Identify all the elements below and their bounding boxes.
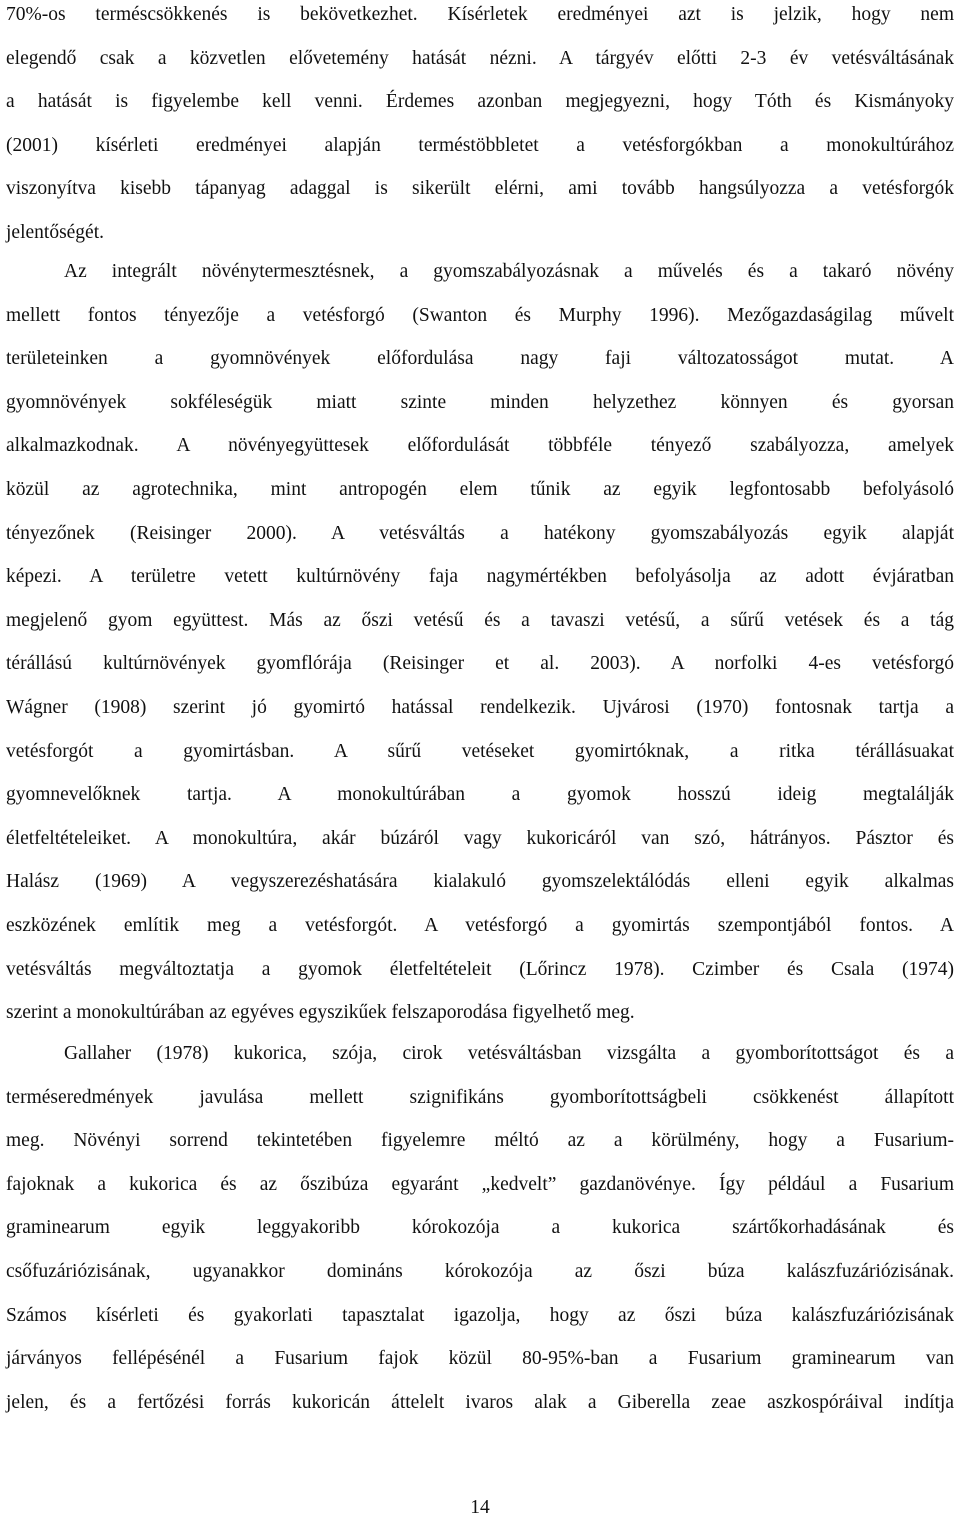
text-line: meg. Növényi sorrend tekintetében figyelemre méltó az a körülmény, hogy a Fusarium-: [6, 1130, 954, 1152]
text-line: Számos kísérleti és gyakorlati tapasztalat igazolja, hogy az őszi búza kalászfuzáriózisának: [6, 1304, 954, 1326]
paragraph-3: [6, 1032, 954, 1424]
text-line: Wágner (1908) szerint jó gyomirtó hatással rendelkezik. Ujvárosi (1970) fontosnak tartja a: [6, 696, 954, 718]
text-line: megjelenő gyom együttest. Más az őszi vetésű és a tavaszi vetésű, a sűrű vetések és a tág: [6, 609, 954, 631]
text-line: mellett fontos tényezője a vetésforgó (Swanton és Murphy 1996). Mezőgazdaságilag művelt: [6, 304, 954, 326]
text-line: járványos fellépésénél a Fusarium fajok közül 80-95%-ban a Fusarium graminearum van: [6, 1348, 954, 1370]
text-line: közül az agrotechnika, mint antropogén elem tűnik az egyik legfontosabb befolyásoló: [6, 478, 954, 500]
text-line: gyomnevelőknek tartja. A monokultúrában a gyomok hosszú ideig megtalálják: [6, 784, 954, 806]
text-line: vetésforgót a gyomirtásban. A sűrű vetéseket gyomirtóknak, a ritka térállásuakat: [6, 740, 954, 762]
text-line: terméseredmények javulása mellett szignifikáns gyomborítottságbeli csökkenést állapított: [6, 1086, 954, 1108]
text-line: 70%-os terméscsökkenés is bekövetkezhet. Kísérletek eredményei azt is jelzik, hogy nem: [6, 4, 954, 25]
text-line: Az integrált növénytermesztésnek, a gyomszabályozásnak a művelés és a takaró növény: [64, 261, 954, 282]
text-line: graminearum egyik leggyakoribb kórokozója a kukorica szártőkorhadásának és: [6, 1217, 954, 1239]
text-line: képezi. A területre vetett kultúrnövény faja nagymértékben befolyásolja az adott évjáratban: [6, 566, 954, 588]
text-line: (2001) kísérleti eredményei alapján terméstöbbletet a vetésforgókban a monokultúrához: [6, 134, 954, 156]
text-line: életfeltételeiket. A monokultúra, akár búzáról vagy kukoricáról van szó, hátrányos. Pásztor és: [6, 827, 954, 849]
text-line: viszonyítva kisebb tápanyag adaggal is sikerült elérni, ami tovább hangsúlyozza a vetésforgók: [6, 178, 954, 200]
text-line: alkalmazkodnak. A növényegyüttesek előfordulását többféle tényező szabályozza, amelyek: [6, 435, 954, 457]
text-line: csőfuzáriózisának, ugyanakkor domináns kórokozója az őszi búza kalászfuzáriózisának.: [6, 1260, 954, 1282]
text-line: vetésváltás megváltoztatja a gyomok életfeltételeit (Lőrincz 1978). Czimber és Csala (1974): [6, 958, 954, 980]
paragraph-1: [6, 0, 954, 255]
text-line: a hatását is figyelembe kell venni. Érdemes azonban megjegyezni, hogy Tóth és Kismányoky: [6, 91, 954, 113]
page-number: 14: [470, 1497, 490, 1518]
paragraph-2: [6, 250, 954, 1035]
text-line: tényezőnek (Reisinger 2000). A vetésváltás a hatékony gyomszabályozás egyik alapját: [6, 522, 954, 544]
text-line: jelentőségét.: [6, 221, 105, 243]
text-line: szerint a monokultúrában az egyéves egyszikűek felszaporodása figyelhető meg.: [6, 1002, 635, 1024]
text-line: fajoknak a kukorica és az őszibúza egyaránt „kedvelt” gazdanövénye. Így például a Fusarium: [6, 1173, 954, 1195]
text-line: elegendő csak a közvetlen elővetemény hatását nézni. A tárgyév előtti 2-3 év vetésváltásának: [6, 47, 954, 69]
text-line: Halász (1969) A vegyszerezéshatására kialakuló gyomszelektálódás elleni egyik alkalmas: [6, 871, 954, 893]
text-line: Gallaher (1978) kukorica, szója, cirok vetésváltásban vizsgálta a gyomborítottságot és a: [64, 1043, 954, 1064]
text-line: eszközének említik meg a vetésforgót. A vetésforgó a gyomirtás szempontjából fontos. A: [6, 914, 954, 936]
text-line: gyomnövények sokféleségük miatt szinte minden helyzethez könnyen és gyorsan: [6, 391, 954, 413]
text-line: területeinken a gyomnövények előfordulása nagy faji változatosságot mutat. A: [6, 348, 954, 370]
text-line: jelen, és a fertőzési forrás kukoricán áttelelt ivaros alak a Giberella zeae aszkospóráival indítja: [6, 1391, 954, 1413]
text-line: térállású kultúrnövények gyomflórája (Reisinger et al. 2003). A norfolki 4-es vetésforgó: [6, 653, 954, 675]
